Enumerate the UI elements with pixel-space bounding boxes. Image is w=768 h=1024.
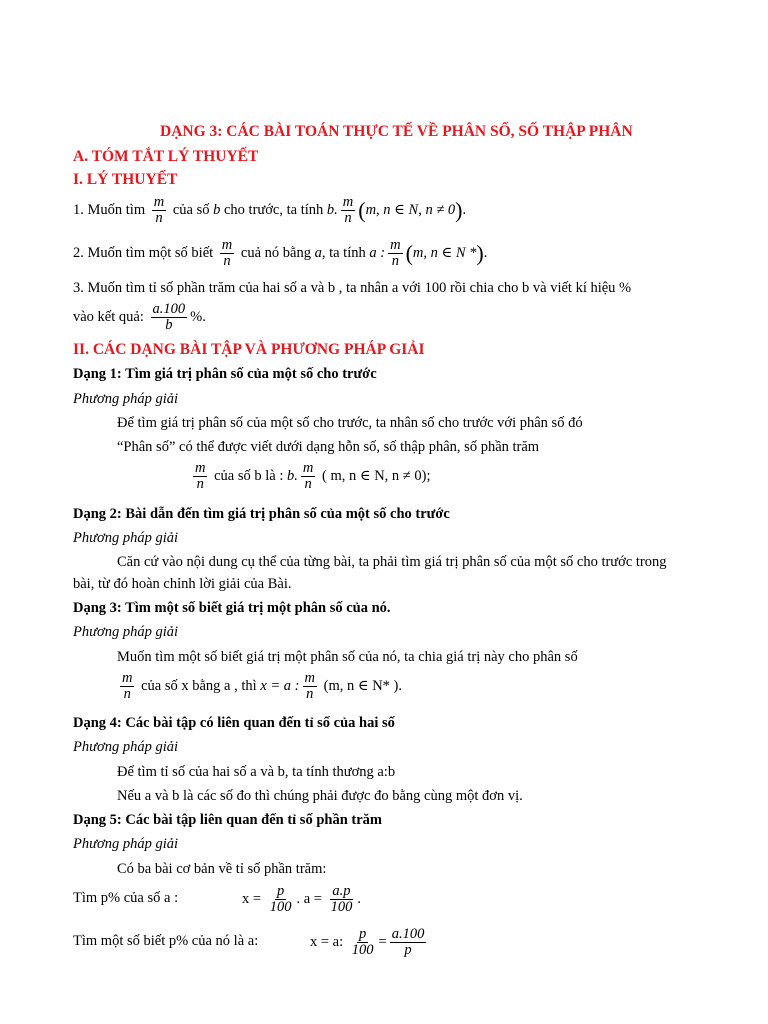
dang-1-heading: Dạng 1: Tìm giá trị phân số của một số cho trước	[73, 366, 377, 382]
theory-2-calc: a :	[369, 244, 386, 261]
dang-1-formula-mid: của số b là :	[214, 467, 284, 484]
theory-1-post: cho trước, ta tính	[223, 201, 324, 218]
fraction-a100-p: $\frac{a.100}{p}$	[391, 926, 425, 958]
dang-5-f1-mid: . a =	[296, 890, 322, 907]
dang-5-formula-2	[310, 927, 429, 958]
theory-2-end: .	[483, 244, 488, 261]
theory-3-prefix: vào kết quả:	[73, 308, 144, 325]
dang-3-method-label: Phương pháp giải	[73, 624, 179, 640]
theory-1-cond: m, n ∈ N, n ≠ 0	[365, 201, 456, 218]
dang-4-para-1: Để tìm tỉ số của hai số a và b, ta tính thương a:b	[117, 764, 396, 780]
dang-2-para-2: bài, từ đó hoàn chỉnh lời giải của Bài.	[73, 576, 292, 592]
dang-1-formula-cond: ( m, n ∈ N, n ≠ 0);	[321, 467, 431, 484]
theory-1-calc: b.	[326, 201, 338, 218]
theory-2-cond: m, n ∈ N *	[412, 244, 477, 261]
theory-item-2: 2. Muốn tìm một số biết $\frac{m}{n}$ cuả nó bằng a, ta tính a : $\frac{m}{n}$ (m, n ∈ N *).	[73, 237, 488, 269]
theory-1-var: b	[213, 201, 221, 218]
dang-3-formula	[117, 671, 402, 702]
dang-2-method-label: Phương pháp giải	[73, 530, 179, 546]
fraction-m-n-6: $\frac{m}{n}$	[302, 460, 314, 492]
fraction-p-100: $\frac{p}{100}$	[269, 883, 292, 915]
fraction-a100-b: $\frac{a.100}{b}$	[152, 301, 186, 333]
dang-2-heading: Dạng 2: Bài dẫn đến tìm giá trị phân số của một số cho trước	[73, 506, 450, 522]
page-title: DẠNG 3: CÁC BÀI TOÁN THỰC TẾ VỀ PHÂN SỐ, SỐ THẬP PHÂN	[160, 123, 633, 140]
theory-1-mid: của số	[172, 201, 210, 218]
theory-1-end: .	[462, 201, 467, 218]
theory-item-3-line-1: 3. Muốn tìm tỉ số phần trăm của hai số a và b , ta nhân a với 100 rồi chia cho b và viết kí hiệu %	[73, 280, 632, 296]
dang-4-heading: Dạng 4: Các bài tập có liên quan đến tỉ số của hai số	[73, 715, 395, 731]
dang-4-para-2: Nếu a và b là các số đo thì chúng phải được đo bằng cùng một đơn vị.	[117, 788, 523, 804]
dang-3-formula-calc: x = a :	[260, 677, 300, 694]
dang-5-f2-eq: =	[378, 933, 387, 950]
dang-5-formula-1	[242, 884, 361, 915]
fraction-p-100-2: $\frac{p}{100}$	[351, 926, 374, 958]
dang-5-method-label: Phương pháp giải	[73, 836, 179, 852]
dang-3-para-1: Muốn tìm một số biết giá trị một phân số của nó, ta chia giá trị này cho phân số	[117, 649, 578, 665]
dang-5-heading: Dạng 5: Các bài tập liên quan đến tỉ số phần trăm	[73, 812, 382, 828]
theory-2-prefix: 2. Muốn tìm một số biết	[73, 244, 214, 261]
dang-5-formula-2-label: Tìm một số biết p% của nó là a:	[73, 933, 259, 949]
dang-5-formula-1-label: Tìm p% của số a :	[73, 890, 179, 906]
dang-2-para-1: Căn cứ vào nội dung cụ thể của từng bài, ta phải tìm giá trị phân số của một số cho trước trong	[117, 554, 667, 570]
dang-3-formula-cond: (m, n ∈ N* ).	[323, 677, 402, 694]
theory-item-1: 1. Muốn tìm $\frac{m}{n}$ của số b cho trước, ta tính b. $\frac{m}{n}$ (m, n ∈ N, n ≠ 0).	[73, 194, 467, 226]
dang-5-f1-end: .	[357, 890, 361, 907]
dang-1-para-1: Để tìm giá trị phân số của một số cho trước, ta nhân số cho trước với phân số đó	[117, 415, 583, 431]
theory-3-end: %.	[190, 308, 206, 325]
theory-2-var: a	[314, 244, 322, 261]
dang-5-f1-x: x =	[242, 890, 262, 907]
fraction-m-n-2: $\frac{m}{n}$	[342, 194, 354, 226]
fraction-m-n-8: $\frac{m}{n}$	[304, 670, 315, 702]
fraction-m-n: $\frac{m}{n}$	[153, 194, 165, 226]
dang-5-f2-x: x = a:	[310, 933, 344, 950]
dang-5-para-1: Có ba bài cơ bản về tỉ số phần trăm:	[117, 861, 327, 877]
theory-2-post: , ta tính	[321, 244, 366, 261]
dang-1-formula-calc: b.	[287, 467, 298, 484]
dang-3-heading: Dạng 3: Tìm một số biết giá trị một phân số của nó.	[73, 600, 391, 616]
dang-1-formula	[190, 461, 431, 492]
theory-1-prefix: 1. Muốn tìm	[73, 201, 146, 218]
theory-item-3-line-2	[73, 302, 206, 333]
theory-2-mid: cuả nó bằng	[240, 244, 311, 261]
fraction-m-n-7: $\frac{m}{n}$	[122, 670, 133, 702]
section-a-heading: A. TÓM TẮT LÝ THUYẾT	[73, 148, 259, 165]
section-i-heading: I. LÝ THUYẾT	[73, 171, 178, 188]
dang-1-para-2: “Phân số” có thể được viết dưới dạng hỗn số, số thập phân, số phần trăm	[117, 439, 540, 455]
fraction-m-n-3: $\frac{m}{n}$	[221, 237, 233, 269]
dang-4-method-label: Phương pháp giải	[73, 739, 179, 755]
dang-1-method-label: Phương pháp giải	[73, 391, 179, 407]
fraction-m-n-5: $\frac{m}{n}$	[195, 460, 206, 492]
fraction-ap-100: $\frac{a.p}{100}$	[330, 883, 353, 915]
dang-3-formula-mid: của số x bằng a , thì	[141, 677, 257, 694]
section-ii-heading: II. CÁC DẠNG BÀI TẬP VÀ PHƯƠNG PHÁP GIẢI	[73, 341, 425, 358]
fraction-m-n-4: $\frac{m}{n}$	[390, 237, 401, 269]
